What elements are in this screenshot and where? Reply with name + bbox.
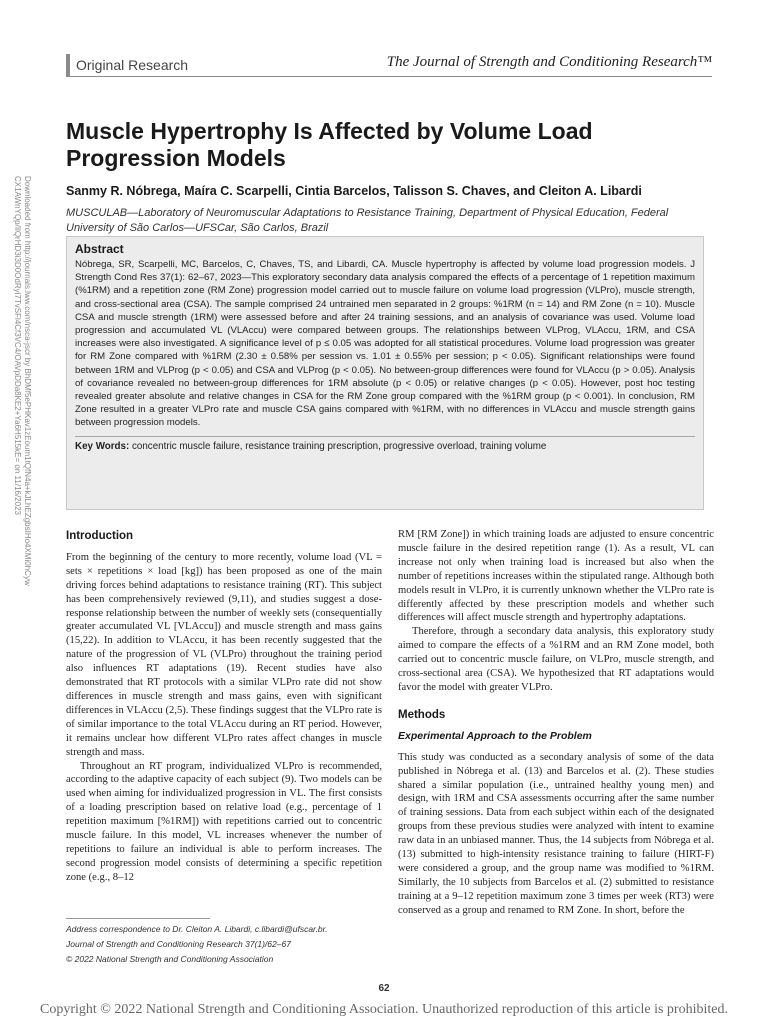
article-title: Muscle Hypertrophy Is Affected by Volume Load Progression Models [66,118,593,171]
footnote-correspondence: Address correspondence to Dr. Cleiton A. Libardi, c.libardi@ufscar.br. [66,924,328,934]
article-affiliation: MUSCULAB—Laboratory of Neuromuscular Adaptations to Resistance Training, Department of Physical Education, Federal University of São Carlos—UFSCar, São Carlos, Brazil [66,207,669,234]
introduction-heading: Introduction [66,530,134,542]
intro-paragraph-2: Throughout an RT program, individualized VLPro is recommended, according to the adaptive capacity of each subject (9). Two models can be used when aiming for individualized progression in VL. The first consists of a loading prescription based on relative load (e.g., percentage of 1 repetition maximum [%1RM]) with repetitions carried out to concentric muscle failure. In this model, VL increases whenever the number of repetitions to failure an individual is able to perform increases. The second progression model consists of determining a specific repetition zone (e.g., 8–12 [66,760,382,883]
intro-paragraph-3: Therefore, through a secondary data analysis, this exploratory study aimed to compare the effects of a %1RM and an RM Zone model, both carried out to concentric muscle failure, on VLPro, muscle strength, and cross-sectional area (CSA). We hypothesized that RT adaptations would favor the model with greater VLPro. [398,626,714,693]
keywords-list: concentric muscle failure, resistance training prescription, progressive overload, training volume [132,440,547,452]
copyright-banner: Copyright © 2022 National Strength and Conditioning Association. Unauthorized reproduction of this article is prohibited. [40,1002,728,1017]
methods-heading: Methods [398,708,446,721]
keywords-label: Key Words: [75,440,130,452]
journal-name: The Journal of Strength and Conditioning Research™ [386,54,712,70]
body-column-right [398,528,714,968]
intro-paragraph-2-continued: RM [RM Zone]) in which training loads are adjusted to ensure concentric muscle failure in the desired repetition range (1). As a result, VL can increase not only when training load is increased but also when the number of repetitions increases within the stipulated range. Although both models result in VLPro, it is currently unknown whether the VLPro rate is differently affected by these prescription models and whether such differences will affect muscle strength and hypertrophy adaptations. [398,529,714,624]
section-label-bar [66,54,70,76]
abstract-text: Nóbrega, SR, Scarpelli, MC, Barcelos, C, Chaves, TS, and Libardi, CA. Muscle hypertrophy is affected by volume load progression models. J Strength Cond Res 37(1): 62–67, 2023—This exploratory secondary data analysis compared the effects of a percentage of 1 repetition maximum (%1RM) and a repetition zone (RM Zone) progression model carried out to muscle failure on volume load progression (VLPro), muscle strength, and cross-sectional area (CSA). The sample comprised 24 untrained men separated in 2 groups: %1RM (n = 14) and RM Zone (n = 10). Muscle CSA and muscle strength (1RM) were assessed before and after 24 training sessions, and an analysis of covariance was used. Volume load progression and accumulated VL (VLAccu) were compared between groups. The relationships between VLProg, VLAccu, 1RM, and CSA increases were also investigated. A significance level of p ≤ 0.05 was adopted for all statistical procedures. Volume load progression was greater for RM Zone compared with %1RM (2.30 ± 0.58% per session vs. 1.01 ± 0.55% per session; p < 0.05). Significant relationships were found between 1RM and VLProg (p < 0.05) and CSA and VLProg (p < 0.05). No between-group differences were found for VLAccu (p > 0.05). Analysis of covariance revealed no between-group differences for 1RM absolute (p < 0.05) or relative changes (p < 0.05). However, post hoc testing revealed greater absolute and relative changes in CSA for the RM Zone group compared with the %1RM group (p < 0.001). In conclusion, RM Zone resulted in a greater VLPro rate and muscle CSA gains compared with %1RM, with no differences in VLAccu and muscle strength gains between progression models. [75,259,695,429]
keywords [75,441,695,452]
footnote-citation: Journal of Strength and Conditioning Research 37(1)/62–67 [66,939,291,949]
footnote-rule [66,918,210,919]
methods-subheading: Experimental Approach to the Problem [398,729,592,742]
intro-paragraph-1: From the beginning of the century to more recently, volume load (VL = sets × repetitions × load [kg]) has been proposed as one of the main driving forces behind adaptations to resistance training (RT). This subject has been comprehensively reviewed (9,11), and studies suggest a dose-response relationship between the number of weekly sets (consequentially greater accumulated VL [VLAccu]) and muscle strength and mass gains (15,22). In addition to VLAccu, it has been recently suggested that the nature of the progression of VL (VLPro) throughout the training period also influences RT adaptations (19). Recent studies have also demonstrated that RT protocols with a similar VLPro rate did not show differences in muscle strength and mass gains, even with significant differences in VLAccu (2,5). These findings suggest that the VLPro rate is of similar importance to the total VLAccu during an RT period. However, it remains unclear how different VLPro rates affect changes in muscle strength and mass. [66,551,382,758]
footnote-copyright: © 2022 National Strength and Conditioning Association [66,954,274,964]
article-authors: Sanmy R. Nóbrega, Maíra C. Scarpelli, Cintia Barcelos, Talisson S. Chaves, and Cleiton A. Libardi [66,184,642,198]
abstract-divider [75,436,695,437]
body-column-left [66,528,382,900]
abstract-box [66,236,704,510]
methods-paragraph-1: This study was conducted as a secondary analysis of some of the data published in Nóbrega et al. (13) and Barcelos et al. (2). These studies shared a similar population (i.e., untrained healthy young men) and design, with 1RM and CSA assessments occurring after the same number of training sessions. Data from each subject within each of the designated groups from these previous studies were analyzed with intent to examine raw data in an unbiased manner. Thus, the 14 subjects from Nóbrega et al. (13) submitted to high-intensity resistance training to failure (HIRT-F) were considered a group, and the group name was modified to %1RM. Similarly, the 10 subjects from Barcelos et al. (2) submitted to resistance training at a 9–12 repetition maximum zone 3 times per week (RT3) were conserved as a group and renamed to RM Zone. In short, before the [398,751,714,916]
section-label: Original Research [76,57,189,73]
download-watermark: Downloaded from http://journals.lww.com/nsca-jscr by BhDMf5ePHKav1zEoum1tQfN4a+kJLhEZgbsIHo4XMi0hCyw CX1AWnYQp/IlQrHD3i3D0OdRyi7TvSFl4Cf3VC4/OAVpDDa8KE2+Ya6H515kE= on 11/16/2023 [13,176,32,586]
footnotes [66,922,382,967]
header-rule [66,76,712,77]
abstract-heading: Abstract [75,242,124,256]
page-number: 62 [378,983,390,994]
